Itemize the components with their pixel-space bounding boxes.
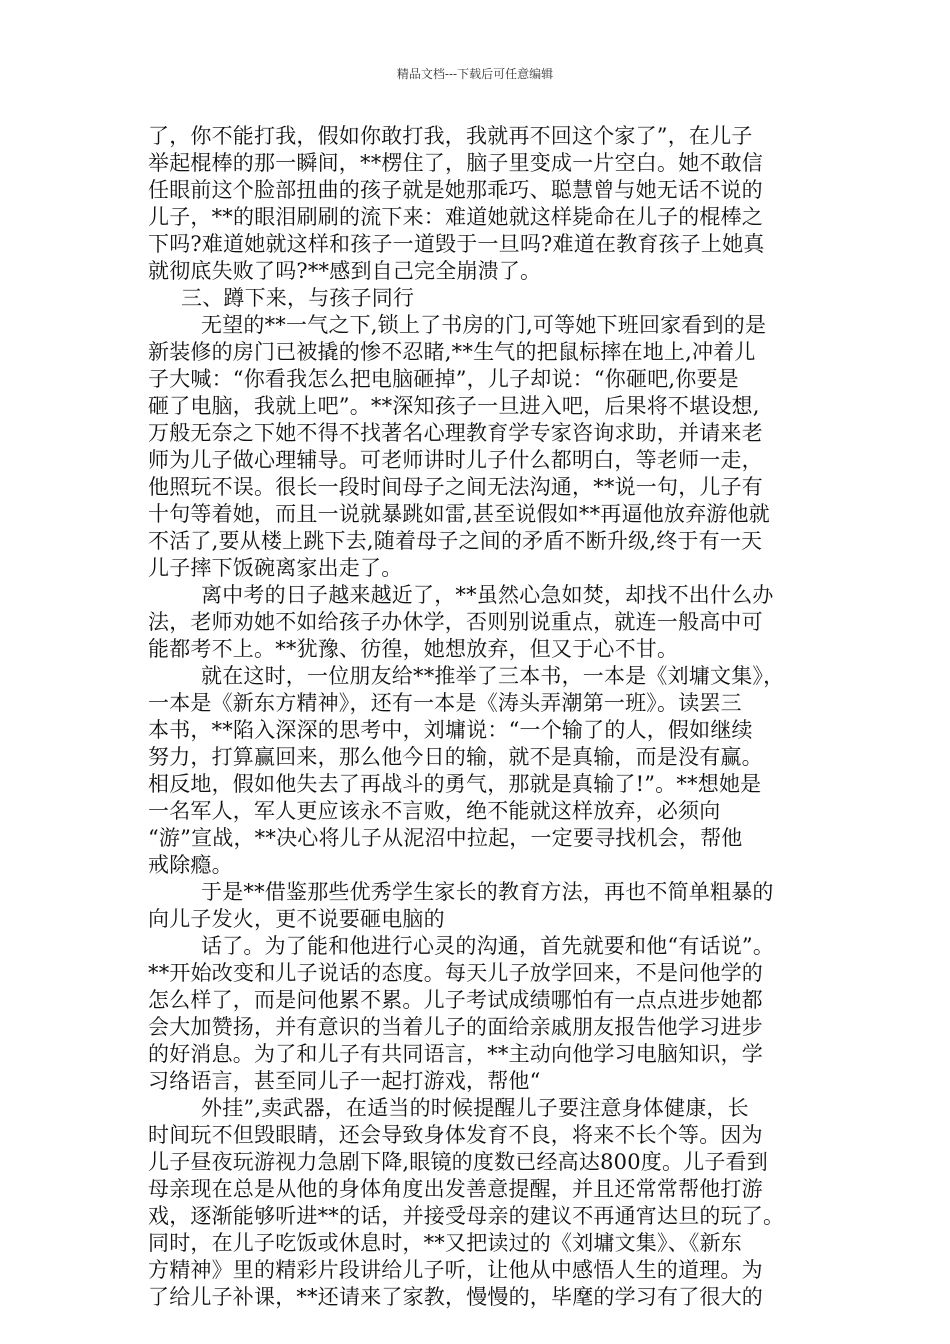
text-line: 不活了,要从楼上跳下去,随着母子之间的矛盾不断升级,终于有一天	[148, 529, 763, 553]
text-line: 一名军人，军人更应该永不言败，绝不能就这样放弃，必须向	[148, 799, 721, 823]
text-line: 儿子，**的眼泪刷刷的流下来：难道她就这样毙命在儿子的棍棒之	[148, 205, 763, 229]
document-body	[148, 123, 818, 1311]
text-line: 就彻底失败了吗?**感到自己完全崩溃了。	[148, 259, 542, 283]
text-line: 一本是《新东方精神》，还有一本是《涛头弄潮第一班》。读罢三	[148, 691, 742, 715]
text-line: 法，老师劝她不如给孩子办休学，否则别说重点，就连一般高中可	[148, 610, 763, 634]
text-line: 方精神》里的精彩片段讲给儿子听，让他从中感悟人生的道理。为	[148, 1258, 763, 1282]
text-line: 他照玩不误。很长一段时间母子之间无法沟通，**说一句，儿子有	[148, 475, 763, 499]
text-line: **开始改变和儿子说话的态度。每天儿子放学回来，不是问他学的	[148, 961, 763, 985]
text-line: 戏，逐渐能够听进**的话，并接受母亲的建议不再通宵达旦的玩了。	[148, 1204, 785, 1228]
text-line: 母亲现在总是从他的身体角度出发善意提醒，并且还常常帮他打游	[148, 1177, 763, 1201]
text-line: 话了。为了能和他进行心灵的沟通，首先就要和他“有话说”。	[201, 934, 775, 958]
text-line: 时间玩不但毁眼睛，还会导致身体发育不良，将来不长个等。因为	[148, 1123, 763, 1147]
text-line: 努力，打算赢回来，那么他今日的输，就不是真输，而是没有赢。	[148, 745, 763, 769]
text-line: 本书，**陷入深深的思考中，刘墉说：“一个输了的人，假如继续	[148, 718, 753, 742]
text-line: 于是**借鉴那些优秀学生家长的教育方法，再也不简单粗暴的	[201, 880, 774, 904]
text-line: 任眼前这个脸部扭曲的孩子就是她那乖巧、聪慧曾与她无话不说的	[148, 178, 763, 202]
text-line: 戒除瘾。	[148, 853, 233, 877]
text-line: 儿子昼夜玩游视力急剧下降,眼镜的度数已经高达800度。儿子看到	[148, 1150, 768, 1174]
text-line: 万般无奈之下她不得不找著名心理教育学专家咨询求助，并请来老	[148, 421, 763, 445]
text-line: 向儿子发火，更不说要砸电脑的	[148, 907, 445, 931]
text-line: 新装修的房门已被撬的惨不忍睹,**生气的把鼠标摔在地上,冲着儿	[148, 340, 756, 364]
text-line: 能都考不上。**犹豫、彷徨，她想放弃，但又于心不甘。	[148, 637, 679, 661]
text-line: 怎么样了，而是问他累不累。儿子考试成绩哪怕有一点点进步她都	[148, 988, 763, 1012]
text-line: 十句等着她，而且一说就暴跳如雷,甚至说假如**再逼他放弃游他就	[148, 502, 770, 526]
page-header: 精品文档---下载后可任意编辑	[396, 67, 554, 81]
section-heading: 三、蹲下来，与孩子同行	[181, 286, 415, 310]
text-line: 了给儿子补课，**还请来了家教，慢慢的，毕麾的学习有了很大的	[148, 1285, 763, 1309]
text-line: 了，你不能打我，假如你敢打我，我就再不回这个家了”，在儿子	[148, 124, 753, 148]
text-line: 无望的**一气之下,锁上了书房的门,可等她下班回家看到的是	[201, 313, 767, 337]
text-line: 同时，在儿子吃饭或休息时，**又把读过的《刘墉文集》、《新东	[148, 1231, 742, 1255]
text-line: 举起棍棒的那一瞬间，**楞住了，脑子里变成一片空白。她不敢信	[148, 151, 763, 175]
text-line: “游”宣战，**决心将儿子从泥沼中拉起，一定要寻找机会，帮他	[148, 826, 743, 850]
text-line: 外挂”,卖武器，在适当的时候提醒儿子要注意身体健康，长	[201, 1096, 749, 1120]
text-line: 离中考的日子越来越近了，**虽然心急如焚，却找不出什么办	[201, 583, 774, 607]
text-line: 的好消息。为了和儿子有共同语言，**主动向他学习电脑知识，学	[148, 1042, 763, 1066]
text-line: 习络语言，甚至同儿子一起打游戏，帮他“	[148, 1069, 541, 1093]
text-line: 砸了电脑，我就上吧”。**深知孩子一旦进入吧，后果将不堪设想,	[148, 394, 760, 418]
text-line: 会大加赞扬，并有意识的当着儿子的面给亲戚朋友报告他学习进步	[148, 1015, 763, 1039]
text-line: 师为儿子做心理辅导。可老师讲时儿子什么都明白，等老师一走，	[148, 448, 763, 472]
text-line: 就在这时，一位朋友给**推举了三本书，一本是《刘墉文集》，	[201, 664, 785, 688]
text-line: 子大喊：“你看我怎么把电脑砸掉”，儿子却说：“你砸吧,你要是	[148, 367, 739, 391]
text-line: 儿子摔下饭碗离家出走了。	[148, 556, 403, 580]
text-line: 下吗?难道她就这样和孩子一道毁于一旦吗?难道在教育孩子上她真	[148, 232, 765, 256]
text-line: 相反地，假如他失去了再战斗的勇气，那就是真输了!”。**想她是	[148, 772, 762, 796]
